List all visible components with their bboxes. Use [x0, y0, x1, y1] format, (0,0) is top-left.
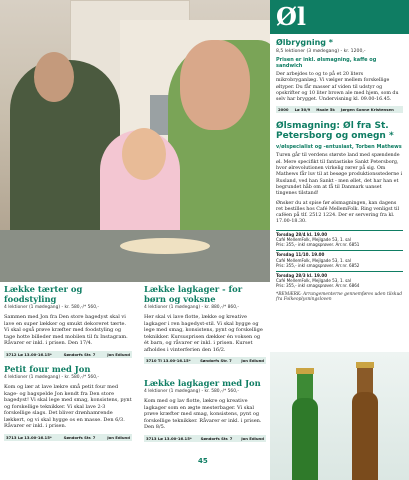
- course-location: Søndorfs Str. 7: [200, 358, 232, 363]
- course-info-bar: [4, 434, 132, 441]
- price-line: Pris: 355,- inkl smagsprøver. Arr.nr. 6851: [276, 242, 360, 248]
- date-line: Torsdag 28/3 kl. 19.00: [276, 272, 328, 278]
- section-header: [270, 0, 409, 34]
- course-info-bar: [144, 357, 266, 364]
- course-location: Søndorfs Str. 7: [63, 351, 96, 357]
- price-line: Pris: 355,- inkl smagsprøver. Arr.nr. 6852: [276, 262, 360, 268]
- date-line: Torsdag 11/10. 19.00: [276, 252, 325, 258]
- course-teacher: Jon Edlund: [107, 351, 130, 357]
- course-time: 3713 Lø 13.00-16.15*: [6, 434, 52, 440]
- course-number: 2000: [278, 107, 289, 113]
- bottle: [352, 392, 378, 480]
- note: *BEMÆRK: Arrangementerne gennemføres uden tilskud fra Folkeoplysningsloven: [276, 291, 403, 303]
- paragraph: Ønsker du at spise før ølsmagningen, kan dagens ret bestilles hos Café MellemFolk. Ring venligst til caféen på tlf. 2512 1224. Der er servering fra kl. 17.00-18.30.: [276, 200, 400, 225]
- course-teacher: Jon Edlund: [107, 434, 130, 440]
- course-title: Petit four med Jon: [4, 364, 91, 374]
- course-date: Lø 30/9: [294, 107, 311, 113]
- course-title: Lække lagkager - for børn og voksne: [144, 284, 243, 304]
- section-title: Øl: [276, 2, 307, 31]
- photo-woman-head: [180, 40, 250, 130]
- date-list: [276, 230, 403, 289]
- course-block: [144, 284, 266, 364]
- course-meta: 4 lektioner (1 mødegang) - kr. 580,-/* 560,-: [144, 389, 239, 394]
- bottle: [292, 398, 318, 480]
- course-subtitle: v/ølspecialist og -entusiast, Torben Mathews: [276, 144, 402, 151]
- course-location: Haale 5k: [316, 107, 335, 113]
- bottle-cap: [356, 362, 374, 368]
- course-teacher: Jon Edlund: [241, 358, 264, 363]
- course-description: Kom og lær at lave lækre små petit four med kage- og bagspelde Jon kendt fra Den store bagedyst! Vi skal lege med smag, konsistens, pynt og forskellige teknikker. Vi skal lave 2-3 forskellige slags. Det bliver drønhamrende lækkert, og vi skal hygge os en masse. Den 6/3. Råvarer er inkl. i prisen.: [4, 384, 132, 429]
- page-number: 45: [198, 457, 208, 465]
- course-time: 3713 Lø 13.00-16.15*: [146, 435, 192, 441]
- beer-column: [270, 0, 409, 480]
- course-info-bar: [4, 351, 132, 358]
- course-title: Lække tærter og foodstyling: [4, 284, 83, 304]
- course-meta: 8,5 lektioner (3 mødegang) - kr. 1200,-: [276, 49, 366, 54]
- course-time: 3710 Ti 13.00-16.15*: [146, 358, 191, 363]
- paragraph: Turen går til verdens største land med spændende øl. Mere specifikt til fantastiske Sankt Petersborg, hvor ølrevolutionen virkelig rører på sig. Om Mathews får luv til at besøge produktionsstederne i Rusland, ved han Sankt - men øllet, det har han et begrundet håb om at få til Danmark uanset tingenes tilstand!: [276, 153, 403, 197]
- course-description: [276, 153, 403, 225]
- kitchen-photo: [0, 0, 270, 282]
- photo-girl-head: [122, 128, 166, 180]
- price-line: Pris: 355,- inkl smagsprøver. Arr.nr. 6864: [276, 283, 360, 289]
- course-description: Her skal vi lave flotte, lække og kreative lagkager i ren bagedyst-stil. Vi skal bygge og lege med smag, konsistens, pynt og forskellige teknikker. Kursusprisen dækker én voksen og ét barn, og råvarer er inkl. i prisen. Kurset afholdes i vinterferien den 16/2.: [144, 314, 263, 353]
- date-entry: [276, 230, 403, 248]
- beer-bottles-photo: [270, 352, 409, 480]
- course-info-bar: [276, 106, 403, 113]
- course-location: Søndorfs Str. 7: [200, 435, 233, 441]
- date-entry: [276, 271, 403, 289]
- course-description: Der arbejdes to og to på et 20 liters mikrobryganlæg. Vi vælger mellem forskellige øltyper. Du får masser af viden til udstyr og opskrifter og 10 liter brown ale med hjem, som du selv har brygget. Undervisning kl. 09.00-16.45.: [276, 72, 399, 103]
- course-subtitle: Prisen er inkl. ølsmagning, kaffe og sandwich: [276, 57, 377, 69]
- course-meta: 4 lektioner (1 mødegang) - kr. 580,-/* 560,-: [4, 375, 99, 380]
- course-block: [4, 364, 132, 441]
- course-title: Lække lagkager med Jon: [144, 378, 261, 388]
- photo-dough: [120, 238, 210, 254]
- course-block: [4, 284, 132, 358]
- photo-table: [0, 230, 270, 282]
- date-line: Torsdag 28/4 kl. 19.00: [276, 231, 328, 237]
- venue-line: Café MellemFolk, Mejlgade 53, 1. sal: [276, 236, 351, 242]
- course-block: [144, 378, 266, 442]
- date-entry: [276, 250, 403, 268]
- course-meta: 4 lektioner (1 mødegang) - kr. 580,-/* 560,-: [4, 305, 99, 310]
- course-teacher: Jon Edlund: [241, 435, 264, 441]
- course-teacher: Jørgen Sonne Kristensen: [340, 107, 394, 113]
- course-title: Ølbrygning *: [276, 38, 333, 47]
- venue-line: Café MellemFolk, Mejlgade 53, 1. sal: [276, 257, 351, 263]
- course-description: Kom med og lav flotte, lækre og kreative lagkager som en ægte mesterbager. Vi skal prøve kræfter med smag, konsistens, pynt og forskellige teknikker. Råvarer er inkl. i prisen. Den 8/5.: [144, 398, 262, 430]
- photo-man-head: [34, 52, 74, 102]
- course-location: Søndorfs Str. 7: [63, 434, 96, 440]
- course-title: Ølsmagning: Øl fra St. Petersborg og omegn *: [276, 121, 394, 142]
- course-time: 3712 Lø 13.00-16.15*: [6, 351, 52, 357]
- course-info-bar: [144, 435, 266, 442]
- course-meta: 4 lektioner (1 mødegang) - kr. 880,-/* 860,-: [144, 305, 239, 310]
- venue-line: Café MellemFolk, Mejlgade 53, 1. sal: [276, 278, 351, 284]
- bottle-cap: [296, 368, 314, 374]
- course-description: Sammen med Jon fra Den store bagedyst skal vi lave en super lækker og smukt dekoreret tærte. Vi skal også prøve kræfter med foodstyling og tage hotte billeder med mobilen til fx Instagram. Råvarer er inkl. i prisen. Den 17/4.: [4, 314, 128, 346]
